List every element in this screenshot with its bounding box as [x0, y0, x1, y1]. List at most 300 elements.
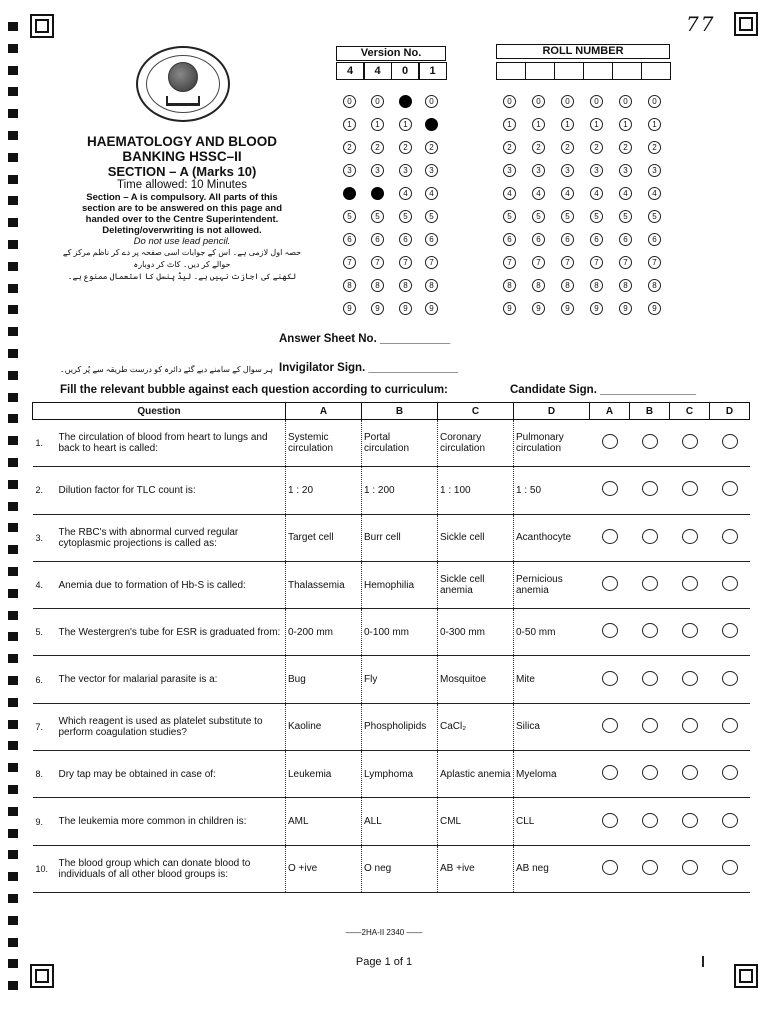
header-question: Question: [33, 403, 286, 420]
answer-bubble-a[interactable]: [602, 623, 618, 638]
answer-cell-d: [710, 703, 750, 750]
time-allowed: Time allowed: 10 Minutes: [117, 179, 247, 191]
answer-bubble-c[interactable]: [682, 529, 698, 544]
question-text: Dilution factor for TLC count is:: [57, 467, 286, 514]
timing-mark: [8, 545, 18, 554]
option-d: 0-50 mm: [514, 609, 590, 656]
roll-bubble[interactable]: 7: [532, 256, 545, 269]
version-bubble[interactable]: 9: [343, 302, 356, 315]
timing-mark: [8, 763, 18, 772]
roll-bubble[interactable]: 5: [619, 210, 632, 223]
roll-bubble[interactable]: 2: [590, 141, 603, 154]
roll-bubble[interactable]: 0: [590, 95, 603, 108]
question-text: The circulation of blood from heart to lungs and back to heart is called:: [57, 420, 286, 467]
version-digit-box: 1: [419, 62, 447, 80]
answer-cell-a: [590, 656, 630, 703]
version-bubble[interactable]: 8: [343, 279, 356, 292]
timing-mark: [8, 720, 18, 729]
question-number: 10.: [33, 845, 57, 892]
timing-mark: [8, 938, 18, 947]
option-c: Aplastic anemia: [438, 751, 514, 798]
timing-mark: [8, 894, 18, 903]
roll-bubble[interactable]: 2: [648, 141, 661, 154]
answer-cell-c: [670, 703, 710, 750]
answer-bubble-c[interactable]: [682, 623, 698, 638]
version-label: Version No.: [336, 46, 446, 61]
version-bubble[interactable]: 0: [371, 95, 384, 108]
version-bubble[interactable]: 8: [399, 279, 412, 292]
roll-bubble[interactable]: 5: [590, 210, 603, 223]
option-c: Sickle cell: [438, 514, 514, 561]
roll-bubble[interactable]: 3: [590, 164, 603, 177]
timing-mark: [8, 676, 18, 685]
roll-bubble[interactable]: 3: [648, 164, 661, 177]
answer-bubble-d[interactable]: [722, 860, 738, 875]
roll-bubble[interactable]: 0: [532, 95, 545, 108]
table-row: [33, 656, 750, 703]
answer-cell-d: [710, 751, 750, 798]
roll-bubble[interactable]: 4: [532, 187, 545, 200]
roll-bubble[interactable]: 7: [590, 256, 603, 269]
version-bubble[interactable]: 1: [343, 118, 356, 131]
roll-bubble[interactable]: 4: [561, 187, 574, 200]
timing-mark: [8, 196, 18, 205]
timing-mark: [8, 458, 18, 467]
option-b: Hemophilia: [362, 561, 438, 608]
option-a: Leukemia: [286, 751, 362, 798]
roll-bubble[interactable]: 9: [532, 302, 545, 315]
version-bubble[interactable]: 9: [425, 302, 438, 315]
option-b: ALL: [362, 798, 438, 845]
answer-cell-d: [710, 561, 750, 608]
answer-bubble-d[interactable]: [722, 623, 738, 638]
version-bubble[interactable]: 6: [371, 233, 384, 246]
answer-bubble-c[interactable]: [682, 813, 698, 828]
header-bubble-a: A: [590, 403, 630, 420]
table-row: [33, 798, 750, 845]
timing-mark: [8, 611, 18, 620]
timing-mark: [8, 567, 18, 576]
answer-cell-b: [630, 420, 670, 467]
roll-bubble[interactable]: 1: [648, 118, 661, 131]
urdu-instruction-line1: حصہ اول لازمی ہے۔ اس کے جوابات اسی صفحہ پر دے کر ناظم مرکز کے حوالے کر دیں۔ کاٹ کر دوبارہ: [62, 248, 302, 269]
version-bubble[interactable]: 4: [399, 187, 412, 200]
option-d: Pernicious anemia: [514, 561, 590, 608]
answer-bubble-d[interactable]: [722, 765, 738, 780]
version-bubble[interactable]: 2: [343, 141, 356, 154]
answer-bubble-b[interactable]: [642, 765, 658, 780]
option-c: CaCl₂: [438, 703, 514, 750]
answer-cell-b: [630, 845, 670, 892]
roll-bubble[interactable]: 6: [503, 233, 516, 246]
answer-bubble-a[interactable]: [602, 671, 618, 686]
answer-cell-c: [670, 751, 710, 798]
roll-digit-box[interactable]: [641, 62, 671, 80]
answer-cell-d: [710, 420, 750, 467]
answer-bubble-a[interactable]: [602, 576, 618, 591]
option-d: Pulmonary circulation: [514, 420, 590, 467]
roll-bubble[interactable]: 9: [619, 302, 632, 315]
header-option-d: D: [514, 403, 590, 420]
roll-bubble[interactable]: 5: [648, 210, 661, 223]
timing-mark: [8, 632, 18, 641]
option-a: Bug: [286, 656, 362, 703]
roll-bubble[interactable]: 2: [503, 141, 516, 154]
answer-cell-d: [710, 656, 750, 703]
roll-bubble[interactable]: 2: [532, 141, 545, 154]
option-d: Myeloma: [514, 751, 590, 798]
invigilator-sign: Invigilator Sign. ______________: [279, 362, 458, 374]
handwritten-number: 77: [686, 12, 716, 36]
version-bubble[interactable]: 3: [399, 164, 412, 177]
option-b: Phospholipids: [362, 703, 438, 750]
table-row: [33, 703, 750, 750]
answer-cell-a: [590, 561, 630, 608]
option-a: 0-200 mm: [286, 609, 362, 656]
roll-bubble[interactable]: 3: [532, 164, 545, 177]
answer-cell-b: [630, 751, 670, 798]
timing-mark: [8, 240, 18, 249]
roll-bubble[interactable]: 6: [648, 233, 661, 246]
roll-bubble[interactable]: 6: [590, 233, 603, 246]
roll-bubble[interactable]: 5: [561, 210, 574, 223]
roll-bubble[interactable]: 0: [648, 95, 661, 108]
timing-mark: [8, 981, 18, 990]
answer-bubble-c[interactable]: [682, 576, 698, 591]
option-d: AB neg: [514, 845, 590, 892]
version-bubble[interactable]: 7: [371, 256, 384, 269]
roll-bubble[interactable]: 7: [619, 256, 632, 269]
roll-bubble[interactable]: 8: [619, 279, 632, 292]
answer-bubble-b[interactable]: [642, 718, 658, 733]
timing-mark: [8, 327, 18, 336]
roll-bubble[interactable]: 7: [503, 256, 516, 269]
answer-cell-b: [630, 561, 670, 608]
answer-bubble-c[interactable]: [682, 718, 698, 733]
option-a: Kaoline: [286, 703, 362, 750]
version-bubble[interactable]: 1: [371, 118, 384, 131]
answer-bubble-c[interactable]: [682, 434, 698, 449]
answer-cell-b: [630, 703, 670, 750]
option-a: Target cell: [286, 514, 362, 561]
roll-digit-box[interactable]: [612, 62, 642, 80]
roll-bubble[interactable]: 8: [648, 279, 661, 292]
section-title: SECTION – A (Marks 10): [107, 164, 257, 179]
option-c: AB +ive: [438, 845, 514, 892]
answer-bubble-b[interactable]: [642, 529, 658, 544]
answer-cell-c: [670, 420, 710, 467]
answer-bubble-c[interactable]: [682, 671, 698, 686]
timing-mark: [8, 850, 18, 859]
version-bubble[interactable]: 2: [425, 141, 438, 154]
timing-mark: [8, 305, 18, 314]
roll-bubble[interactable]: 9: [648, 302, 661, 315]
version-bubble[interactable]: 5: [371, 210, 384, 223]
roll-bubble[interactable]: 1: [503, 118, 516, 131]
version-bubble[interactable]: 7: [343, 256, 356, 269]
version-bubble[interactable]: 6: [399, 233, 412, 246]
timing-mark: [8, 654, 18, 663]
instruction-line: Section – A is compulsory. All parts of this: [86, 192, 278, 203]
version-bubble[interactable]: 1: [399, 118, 412, 131]
answer-cell-a: [590, 751, 630, 798]
table-row: [33, 751, 750, 798]
answer-bubble-d[interactable]: [722, 671, 738, 686]
mcq-table: [32, 402, 750, 893]
globe-icon: [168, 62, 198, 92]
version-bubble[interactable]: 1: [425, 118, 438, 131]
answer-cell-a: [590, 703, 630, 750]
version-bubble[interactable]: 3: [425, 164, 438, 177]
timing-mark: [8, 22, 18, 31]
option-b: 0-100 mm: [362, 609, 438, 656]
header-bubble-c: C: [670, 403, 710, 420]
roll-bubble[interactable]: 1: [532, 118, 545, 131]
timing-mark: [8, 523, 18, 532]
timing-mark: [8, 785, 18, 794]
version-bubble[interactable]: 5: [425, 210, 438, 223]
roll-bubble[interactable]: 1: [590, 118, 603, 131]
answer-bubble-b[interactable]: [642, 813, 658, 828]
version-bubble[interactable]: 7: [399, 256, 412, 269]
timing-mark: [8, 872, 18, 881]
roll-bubble[interactable]: 1: [561, 118, 574, 131]
answer-cell-c: [670, 609, 710, 656]
option-a: Systemic circulation: [286, 420, 362, 467]
roll-bubble[interactable]: 4: [619, 187, 632, 200]
question-text: The vector for malarial parasite is a:: [57, 656, 286, 703]
answer-cell-c: [670, 798, 710, 845]
answer-bubble-b[interactable]: [642, 434, 658, 449]
roll-bubble[interactable]: 4: [590, 187, 603, 200]
timing-mark: [8, 109, 18, 118]
question-text: The RBC's with abnormal curved regular cytoplasmic projections is called as:: [57, 514, 286, 561]
candidate-sign: Candidate Sign. _______________: [510, 384, 697, 396]
answer-bubble-c[interactable]: [682, 481, 698, 496]
roll-bubble[interactable]: 0: [561, 95, 574, 108]
option-a: Thalassemia: [286, 561, 362, 608]
answer-bubble-b[interactable]: [642, 576, 658, 591]
roll-bubble[interactable]: 5: [503, 210, 516, 223]
option-d: Mite: [514, 656, 590, 703]
answer-bubble-b[interactable]: [642, 671, 658, 686]
timing-mark: [8, 371, 18, 380]
board-logo: [136, 46, 230, 122]
timing-mark: [8, 284, 18, 293]
timing-mark: [8, 131, 18, 140]
version-bubble[interactable]: 2: [371, 141, 384, 154]
answer-cell-d: [710, 514, 750, 561]
version-bubble[interactable]: 8: [371, 279, 384, 292]
roll-bubble[interactable]: 7: [561, 256, 574, 269]
answer-cell-b: [630, 514, 670, 561]
instruction-line: handed over to the Centre Superintendent.: [85, 214, 279, 225]
timing-mark: [8, 349, 18, 358]
question-text: Dry tap may be obtained in case of:: [57, 751, 286, 798]
roll-bubble[interactable]: 8: [590, 279, 603, 292]
answer-bubble-b[interactable]: [642, 481, 658, 496]
version-bubble[interactable]: 5: [399, 210, 412, 223]
roll-digit-box[interactable]: [554, 62, 584, 80]
answer-cell-c: [670, 467, 710, 514]
roll-bubble[interactable]: 6: [561, 233, 574, 246]
roll-bubble[interactable]: 8: [503, 279, 516, 292]
timing-mark: [8, 589, 18, 598]
roll-bubble[interactable]: 9: [561, 302, 574, 315]
version-bubble[interactable]: 8: [425, 279, 438, 292]
roll-bubble[interactable]: 8: [532, 279, 545, 292]
book-icon: [166, 96, 200, 106]
table-row: [33, 609, 750, 656]
paper-code: ——2HA-II 2340 ——: [345, 928, 423, 937]
answer-bubble-a[interactable]: [602, 718, 618, 733]
answer-bubble-c[interactable]: [682, 860, 698, 875]
table-row: [33, 467, 750, 514]
option-c: 1 : 100: [438, 467, 514, 514]
option-b: Portal circulation: [362, 420, 438, 467]
version-bubble[interactable]: 5: [343, 210, 356, 223]
answer-bubble-d[interactable]: [722, 813, 738, 828]
question-text: The blood group which can donate blood to individuals of all other blood groups is:: [57, 845, 286, 892]
version-bubble[interactable]: 2: [399, 141, 412, 154]
answer-bubble-d[interactable]: [722, 481, 738, 496]
answer-cell-d: [710, 467, 750, 514]
version-bubble[interactable]: 0: [399, 95, 412, 108]
version-bubble[interactable]: 4: [343, 187, 356, 200]
answer-cell-b: [630, 609, 670, 656]
question-text: Anemia due to formation of Hb-S is called:: [57, 561, 286, 608]
version-bubble[interactable]: 4: [425, 187, 438, 200]
question-text: Which reagent is used as platelet substitute to perform coagulation studies?: [57, 703, 286, 750]
roll-bubble[interactable]: 9: [503, 302, 516, 315]
version-bubble[interactable]: 9: [399, 302, 412, 315]
corner-mark-top-left: [30, 14, 54, 38]
option-b: O neg: [362, 845, 438, 892]
version-bubble[interactable]: 3: [343, 164, 356, 177]
option-c: CML: [438, 798, 514, 845]
roll-bubble[interactable]: 1: [619, 118, 632, 131]
roll-bubble[interactable]: 2: [619, 141, 632, 154]
answer-cell-a: [590, 845, 630, 892]
roll-number-label: ROLL NUMBER: [496, 44, 670, 59]
roll-bubble[interactable]: 3: [561, 164, 574, 177]
answer-cell-c: [670, 561, 710, 608]
version-bubble[interactable]: 4: [371, 187, 384, 200]
question-number: 3.: [33, 514, 57, 561]
question-number: 1.: [33, 420, 57, 467]
roll-bubble[interactable]: 2: [561, 141, 574, 154]
answer-bubble-a[interactable]: [602, 434, 618, 449]
roll-bubble[interactable]: 9: [590, 302, 603, 315]
option-d: Silica: [514, 703, 590, 750]
option-d: CLL: [514, 798, 590, 845]
option-b: Fly: [362, 656, 438, 703]
roll-bubble[interactable]: 3: [503, 164, 516, 177]
answer-bubble-a[interactable]: [602, 860, 618, 875]
answer-bubble-d[interactable]: [722, 576, 738, 591]
question-number: 5.: [33, 609, 57, 656]
timing-mark: [8, 262, 18, 271]
version-bubble[interactable]: 0: [343, 95, 356, 108]
roll-bubble[interactable]: 3: [619, 164, 632, 177]
version-bubble[interactable]: 9: [371, 302, 384, 315]
answer-cell-d: [710, 845, 750, 892]
answer-bubble-c[interactable]: [682, 765, 698, 780]
header-bubble-b: B: [630, 403, 670, 420]
answer-bubble-d[interactable]: [722, 718, 738, 733]
roll-bubble[interactable]: 0: [619, 95, 632, 108]
answer-bubble-a[interactable]: [602, 529, 618, 544]
timing-mark: [8, 480, 18, 489]
answer-bubble-b[interactable]: [642, 623, 658, 638]
timing-mark: [8, 393, 18, 402]
answer-bubble-d[interactable]: [722, 529, 738, 544]
roll-bubble[interactable]: 4: [503, 187, 516, 200]
answer-bubble-b[interactable]: [642, 860, 658, 875]
option-c: Sickle cell anemia: [438, 561, 514, 608]
version-bubble[interactable]: 6: [343, 233, 356, 246]
roll-bubble[interactable]: 5: [532, 210, 545, 223]
option-b: Burr cell: [362, 514, 438, 561]
version-digit-box: 0: [391, 62, 419, 80]
answer-cell-a: [590, 609, 630, 656]
answer-bubble-a[interactable]: [602, 481, 618, 496]
answer-cell-a: [590, 467, 630, 514]
version-digit-box: 4: [336, 62, 364, 80]
roll-digit-box[interactable]: [525, 62, 555, 80]
answer-cell-c: [670, 845, 710, 892]
answer-cell-c: [670, 514, 710, 561]
timing-mark: [8, 698, 18, 707]
roll-bubble[interactable]: 4: [648, 187, 661, 200]
answer-cell-d: [710, 609, 750, 656]
timing-mark: [8, 87, 18, 96]
version-bubble[interactable]: 3: [371, 164, 384, 177]
timing-mark: [8, 741, 18, 750]
paper-title-line2: BANKING HSSC–II: [122, 149, 242, 164]
table-row: [33, 420, 750, 467]
version-bubble[interactable]: 7: [425, 256, 438, 269]
roll-bubble[interactable]: 8: [561, 279, 574, 292]
roll-digit-box[interactable]: [496, 62, 526, 80]
roll-bubble[interactable]: 6: [619, 233, 632, 246]
answer-bubble-a[interactable]: [602, 813, 618, 828]
lead-pencil-note: Do not use lead pencil.: [133, 236, 231, 247]
answer-bubble-a[interactable]: [602, 765, 618, 780]
answer-cell-d: [710, 798, 750, 845]
timing-mark: [8, 175, 18, 184]
version-bubble[interactable]: 0: [425, 95, 438, 108]
urdu-fill-instruction: ہر سوال کے سامنے دیے گئے دائرہ کو درست طریقہ سے پُر کریں۔: [60, 365, 274, 374]
answer-bubble-d[interactable]: [722, 434, 738, 449]
urdu-instruction-line2: لکھنے کی اجازت نہیں ہے۔ لیڈ پنسل کا استعمال ممنوع ہے۔: [67, 272, 297, 281]
question-text: The Westergren's tube for ESR is graduated from:: [57, 609, 286, 656]
roll-bubble[interactable]: 7: [648, 256, 661, 269]
fill-instruction: Fill the relevant bubble against each question according to curriculum:: [60, 384, 448, 396]
roll-digit-box[interactable]: [583, 62, 613, 80]
option-b: Lymphoma: [362, 751, 438, 798]
version-bubble[interactable]: 6: [425, 233, 438, 246]
question-number: 8.: [33, 751, 57, 798]
roll-bubble[interactable]: 0: [503, 95, 516, 108]
table-row: [33, 561, 750, 608]
timing-mark: [8, 807, 18, 816]
instruction-line: section are to be answered on this page and: [81, 203, 283, 214]
roll-bubble[interactable]: 6: [532, 233, 545, 246]
timing-mark: [8, 829, 18, 838]
option-a: O +ive: [286, 845, 362, 892]
answer-cell-a: [590, 420, 630, 467]
